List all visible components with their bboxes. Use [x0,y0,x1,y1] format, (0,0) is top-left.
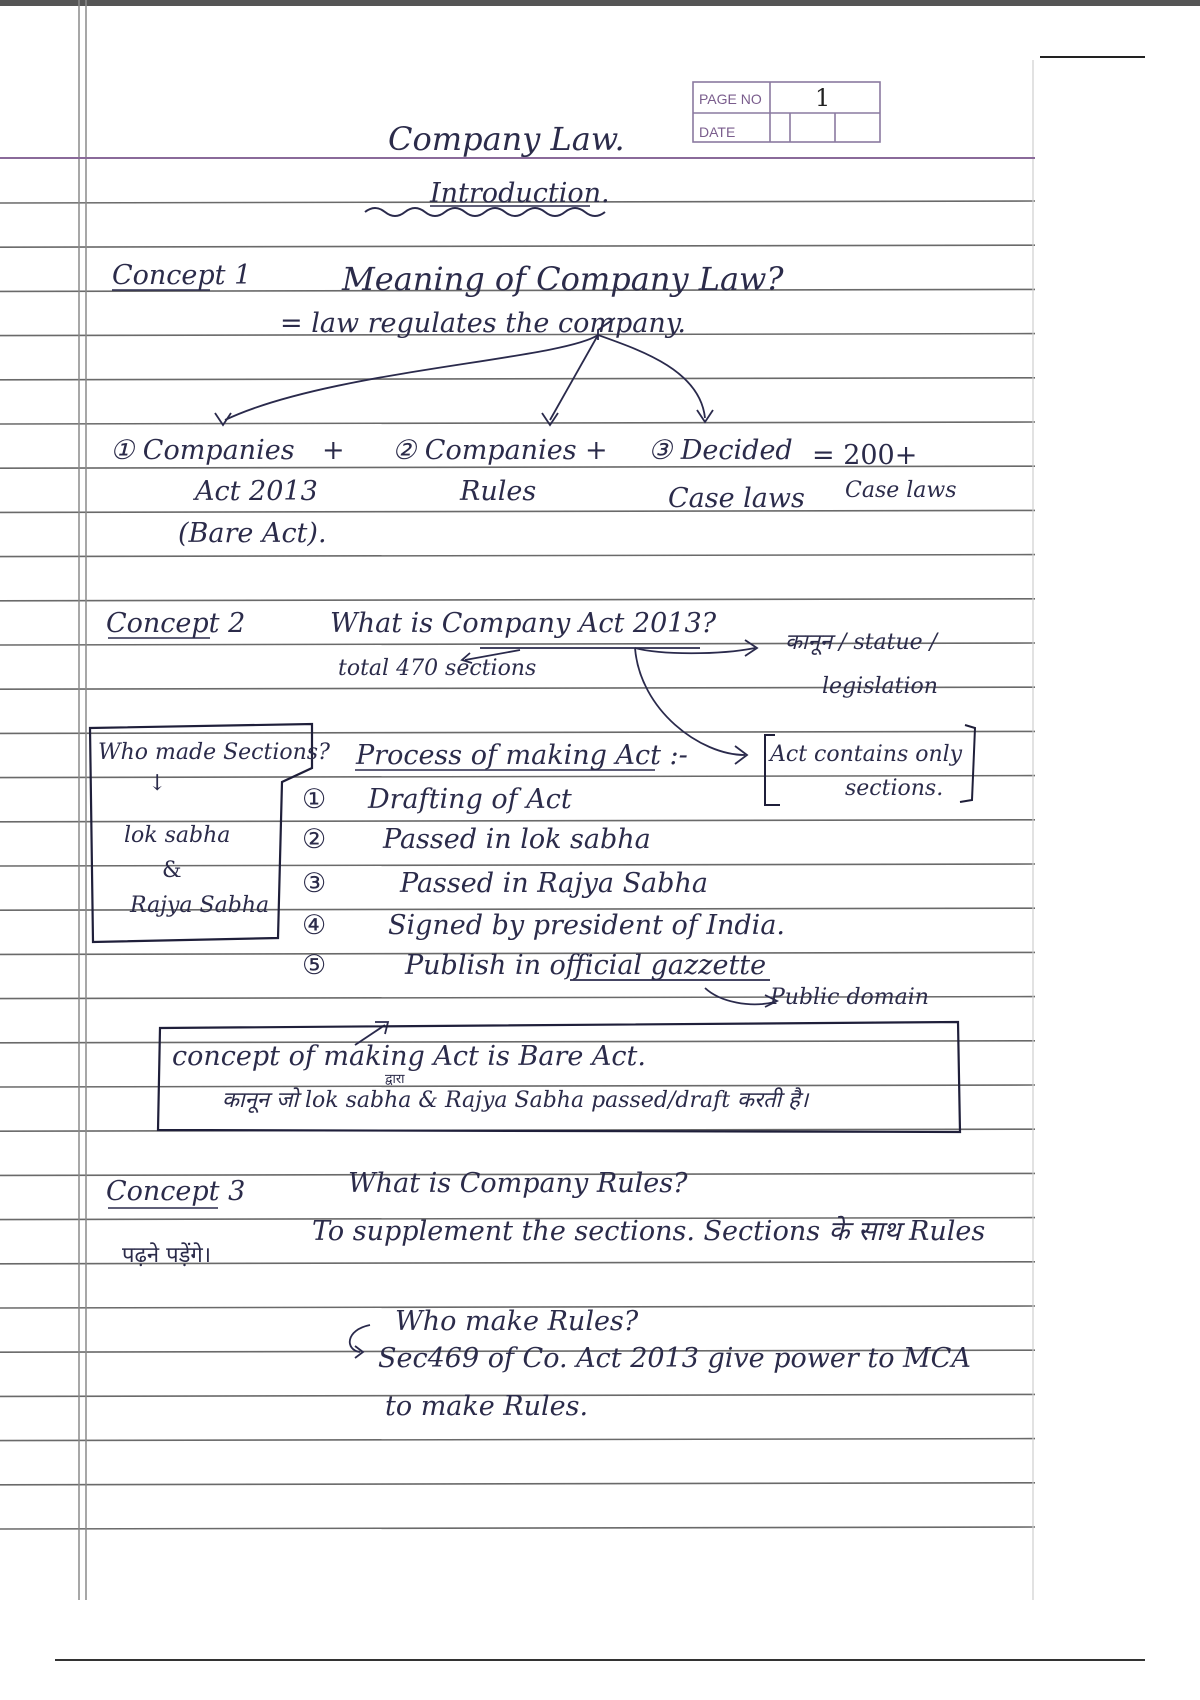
act-contains-note-line2: sections. [845,776,944,801]
public-domain-note: Public domain [770,985,929,1010]
page-no-value: 1 [815,84,831,112]
concept1-total-line2: Case laws [845,478,957,503]
who-make-rules: Who make Rules? [395,1306,639,1337]
concept1-item3: ③ Decided [648,435,793,466]
step-text: Drafting of Act [368,784,572,815]
concept2-heading: What is Company Act 2013? [330,608,717,639]
concept1-plus1: + [322,435,345,466]
ruled-line [0,422,1035,424]
concept3-label: Concept 3 [106,1176,246,1207]
concept1-item2-line2: Rules [460,476,537,507]
act-contains-note: Act contains only [770,742,963,767]
ruled-line [0,864,1035,866]
concept3-heading: What is Company Rules? [348,1168,688,1199]
ruled-line [0,1483,1035,1485]
step-number: ③ [302,868,327,899]
concept1-item2: ② Companies [392,435,577,466]
page-subtitle: Introduction. [430,178,610,209]
step-text: Signed by president of India. [388,910,785,941]
box-rajya-sabha: Rajya Sabha [130,893,270,918]
concept1-item1-line2: Act 2013 [195,476,318,507]
page-title: Company Law. [388,120,625,158]
concept3-hindi-note: पढ़ने पड़ेंगे। [122,1243,212,1268]
box-ampersand: & [162,858,182,883]
concept1-label: Concept 1 [112,260,252,291]
step-number: ④ [302,910,327,941]
bare-act-line2: कानून जो lok sabha & Rajya Sabha passed/draft करती है। [222,1088,809,1113]
concept1-total: = 200+ [812,440,918,471]
sec469-line1: Sec469 of Co. Act 2013 give power to MCA [378,1343,971,1374]
process-heading: Process of making Act :- [356,740,688,771]
concept2-total-sections: total 470 sections [338,656,537,681]
concept1-definition: = law regulates the company. [280,308,686,339]
concept1-item1-line3: (Bare Act). [178,518,327,549]
ruled-line [0,599,1035,601]
page-no-label: PAGE NO [699,91,762,107]
concept1-item3-line2: Case laws [668,483,805,514]
step-text: Passed in Rajya Sabha [400,868,708,899]
concept2-label: Concept 2 [106,608,246,639]
bare-act-small-note: द्वारा [385,1072,405,1087]
concept1-item1: ① Companies [110,435,295,466]
step-text: Passed in lok sabha [383,824,651,855]
down-arrow-icon: ↓ [148,771,167,796]
step-number: ① [302,784,327,815]
concept2-synonyms: कानून / statue / [785,630,938,655]
concept3-supplement: To supplement the sections. Sections के साथ Rules [312,1216,986,1247]
ruled-line [0,1085,1035,1087]
ruled-line [0,245,1035,247]
step-number: ⑤ [302,950,327,981]
box-lok-sabha: lok sabha [124,823,231,848]
bare-act-line1: concept of making Act is Bare Act. [172,1041,646,1072]
step-number: ② [302,824,327,855]
who-made-sections-heading: Who made Sections? [98,740,330,765]
concept1-plus2: + [585,435,608,466]
ruled-line [0,1439,1035,1441]
ruled-line [0,731,1035,733]
concept2-synonyms-line2: legislation [822,674,938,699]
ruled-line [0,510,1035,512]
ruled-line [0,378,1035,380]
ruled-line [0,1527,1035,1529]
ruled-line [0,820,1035,822]
ruled-line [0,555,1035,557]
date-label: DATE [699,124,736,140]
concept1-heading: Meaning of Company Law? [342,260,784,298]
sec469-line2: to make Rules. [385,1391,589,1422]
step-text: Publish in official gazzette [405,950,767,981]
